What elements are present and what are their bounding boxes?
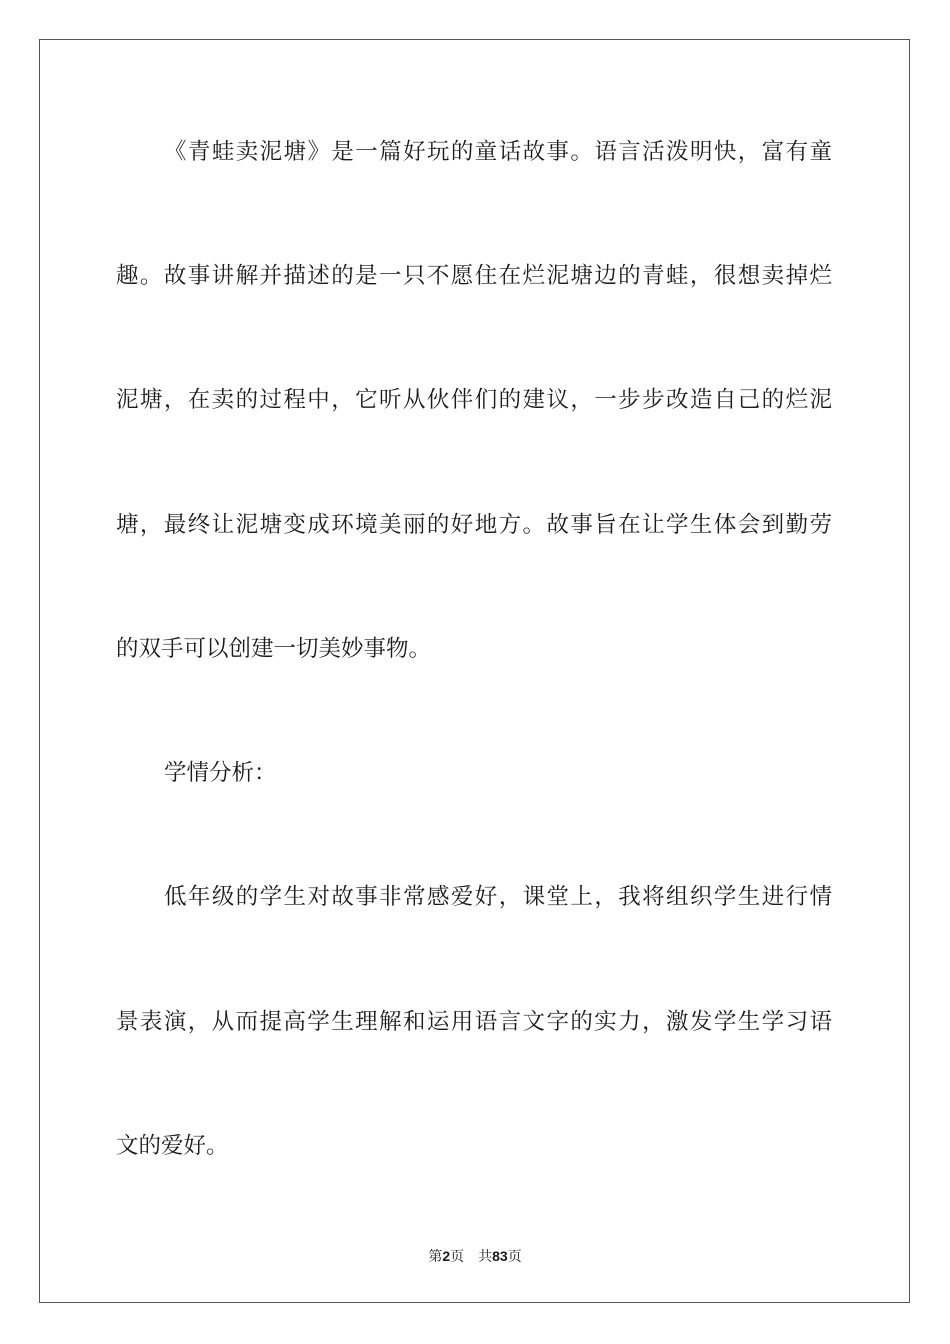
paragraph-3-line-2: 景表演，从而提高学生理解和运用语言文字的实力，激发学生学习语 (116, 1009, 832, 1035)
footer-page-number: 2 (442, 1248, 451, 1264)
section-heading: 学情分析： (164, 760, 277, 786)
footer-page-suffix: 页 (450, 1249, 465, 1265)
paragraph-1-line-1: 《青蛙卖泥塘》是一篇好玩的童话故事。语言活泼明快，富有童 (164, 139, 832, 165)
footer-page-prefix: 第 (428, 1249, 443, 1265)
footer-total-suffix: 页 (507, 1249, 522, 1265)
paragraph-3-line-1: 低年级的学生对故事非常感爱好，课堂上，我将组织学生进行情 (164, 884, 832, 910)
paragraph-1-line-4: 塘，最终让泥塘变成环境美丽的好地方。故事旨在让学生体会到勤劳 (116, 512, 832, 538)
footer-total-pages: 83 (492, 1248, 508, 1264)
paragraph-1-line-5: 的双手可以创建一切美妙事物。 (116, 636, 432, 662)
page-footer (0, 1247, 950, 1266)
footer-total-prefix: 共 (478, 1249, 493, 1265)
paragraph-3-line-3: 文的爱好。 (116, 1133, 229, 1159)
paragraph-1-line-2: 趣。故事讲解并描述的是一只不愿住在烂泥塘边的青蛙，很想卖掉烂 (116, 263, 832, 289)
paragraph-1-line-3: 泥塘，在卖的过程中，它听从伙伴们的建议，一步步改造自己的烂泥 (116, 387, 832, 413)
page-border (39, 39, 910, 1303)
